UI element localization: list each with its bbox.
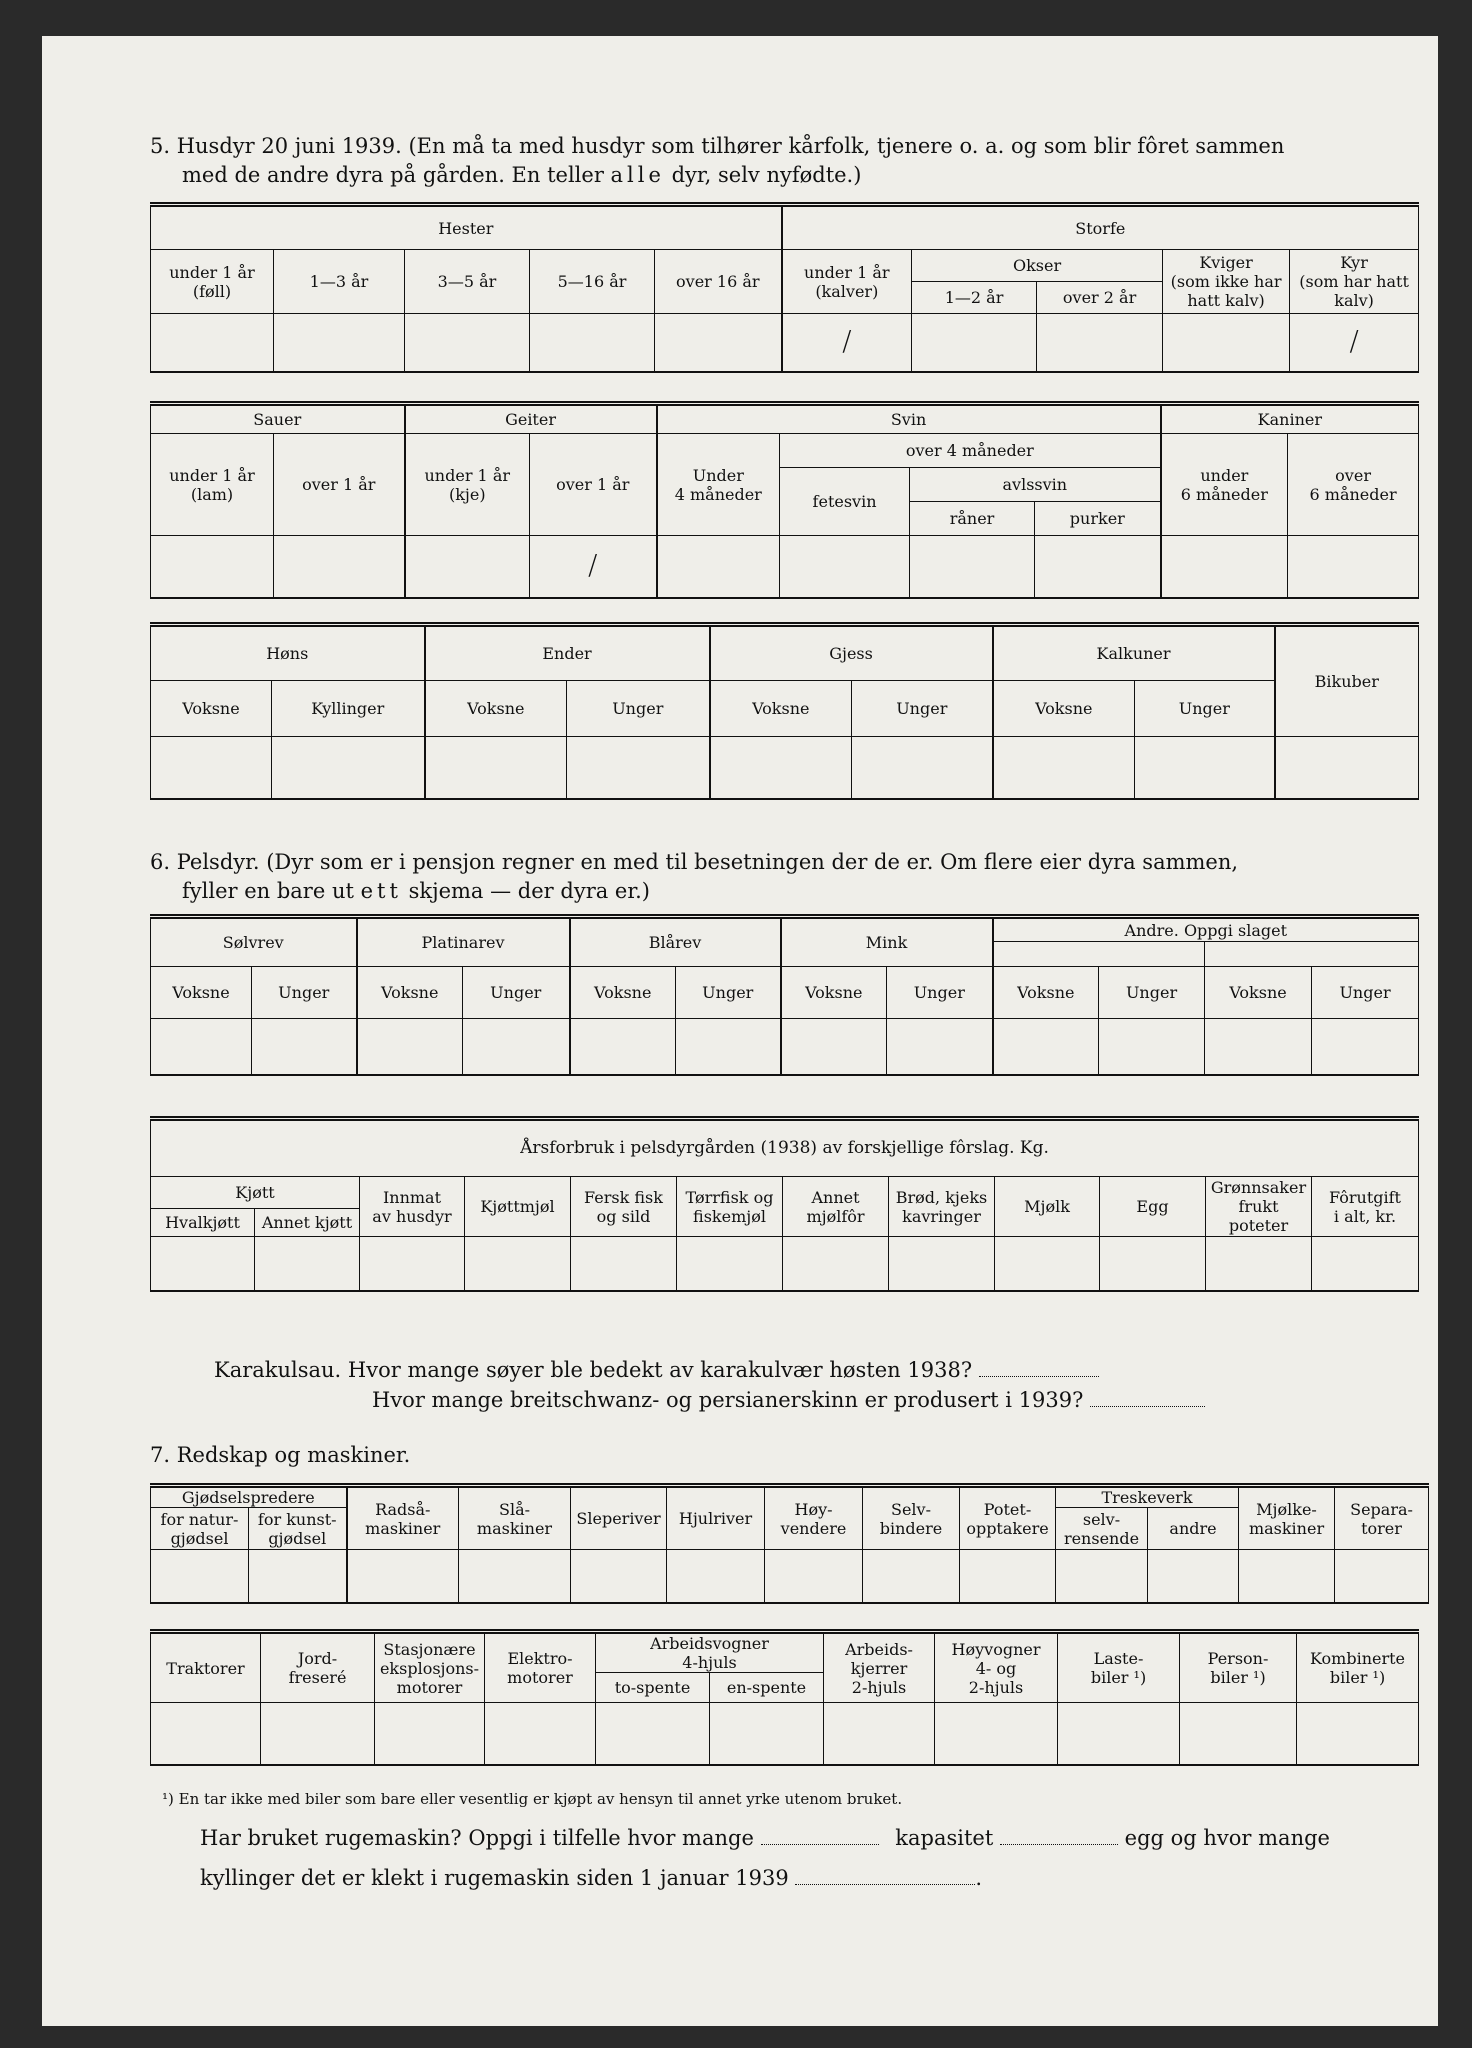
section-5-line2: med de andre dyra på gården. En teller alle dyr, selv nyfødte.) xyxy=(182,163,862,187)
title-arsforbruk: Årsforbruk i pelsdyrgården (1938) av forskjellige fôrslag. Kg. xyxy=(151,1119,1419,1177)
col-separatorer: Separa- torer xyxy=(1335,1486,1429,1550)
cell-blank[interactable] xyxy=(1161,536,1288,598)
header-gjodselspredere: Gjødselspredere xyxy=(151,1486,347,1508)
rugemaskin-kapasitet[interactable] xyxy=(1000,1826,1118,1845)
col-to-spente: to-spente xyxy=(596,1673,710,1703)
cell-blank[interactable] xyxy=(677,1237,783,1291)
cell-blank[interactable] xyxy=(1058,1703,1180,1765)
rugemaskin-line2: kyllinger det er klekt i rugemaskin siden 1 januar 1939 . xyxy=(200,1866,983,1890)
cell-blank[interactable] xyxy=(360,1237,465,1291)
col-ender-voksne: Voksne xyxy=(425,681,567,737)
header-okser: Okser xyxy=(912,250,1163,282)
cell-blank[interactable] xyxy=(1312,1019,1419,1075)
cell-kalver-value[interactable] xyxy=(782,314,912,372)
karakul-q1-answer[interactable] xyxy=(979,1358,1099,1377)
col-fetesvin: fetesvin xyxy=(780,468,910,536)
header-kalkuner: Kalkuner xyxy=(993,625,1275,681)
cell-blank[interactable] xyxy=(667,1550,765,1604)
cell-blank[interactable] xyxy=(1148,1550,1239,1604)
col-kunstgjodsel: for kunst- gjødsel xyxy=(249,1508,347,1550)
col-innmat: Innmat av husdyr xyxy=(360,1177,465,1237)
rugemaskin-antall[interactable] xyxy=(761,1826,879,1845)
col-forutgift: Fôrutgift i alt, kr. xyxy=(1312,1177,1419,1237)
cell-kyr-value[interactable] xyxy=(1290,314,1419,372)
header-svin-over-4: over 4 måneder xyxy=(780,434,1161,468)
check-mark: / xyxy=(842,323,852,357)
header-avlssvin: avlssvin xyxy=(910,468,1161,502)
cell-blank[interactable] xyxy=(935,1703,1058,1765)
cell-geiter-over-1-value[interactable] xyxy=(530,536,657,598)
col-kombinerte-biler: Kombinerte biler ¹) xyxy=(1297,1632,1419,1703)
cell-blank[interactable] xyxy=(863,1550,960,1604)
col-geiter-over-1: over 1 år xyxy=(530,434,657,536)
header-andre: Andre. Oppgi slaget xyxy=(993,917,1419,942)
col-kalkuner-unger: Unger xyxy=(1135,681,1275,737)
cell-blank[interactable] xyxy=(1275,737,1419,799)
col-elektromotorer: Elektro- motorer xyxy=(485,1632,596,1703)
section-5-heading xyxy=(150,132,1418,190)
cell-blank[interactable] xyxy=(657,536,780,598)
cell-blank[interactable] xyxy=(274,314,405,372)
header-hons: Høns xyxy=(151,625,425,681)
table-hester-storfe xyxy=(150,202,1419,373)
col-kyr: Kyr (som har hatt kalv) xyxy=(1290,250,1419,314)
cell-blank[interactable] xyxy=(824,1703,935,1765)
col-mjolkemaskiner: Mjølke- maskiner xyxy=(1239,1486,1335,1550)
cell-blank[interactable] xyxy=(1180,1703,1297,1765)
col-voksne: Voksne xyxy=(570,967,676,1019)
header-ender: Ender xyxy=(425,625,710,681)
cell-blank[interactable] xyxy=(889,1237,995,1291)
col-arbeidskjerrer: Arbeids- kjerrer 2-hjuls xyxy=(824,1632,935,1703)
karakul-q2: Hvor mange breitschwanz- og persianerskinn er produsert i 1939? xyxy=(372,1386,1472,1415)
header-solvrev: Sølvrev xyxy=(151,917,357,967)
cell-blank[interactable] xyxy=(780,536,910,598)
cell-blank[interactable] xyxy=(912,314,1037,372)
cell-blank[interactable] xyxy=(710,737,852,799)
col-kviger: Kviger (som ikke har hatt kalv) xyxy=(1163,250,1290,314)
cell-blank[interactable] xyxy=(252,1019,357,1075)
col-lastebiler: Laste- biler ¹) xyxy=(1058,1632,1180,1703)
cell-blank[interactable] xyxy=(151,1237,255,1291)
cell-blank[interactable] xyxy=(463,1019,570,1075)
cell-blank[interactable] xyxy=(993,737,1135,799)
col-voksne: Voksne xyxy=(151,967,252,1019)
col-jordfresere: Jord- freseré xyxy=(261,1632,375,1703)
col-kalver: under 1 år (kalver) xyxy=(782,250,912,314)
header-mink: Mink xyxy=(781,917,993,967)
col-kjottmjol: Kjøttmjøl xyxy=(465,1177,571,1237)
col-sauer-over-1: over 1 år xyxy=(274,434,405,536)
cell-blank[interactable] xyxy=(1297,1703,1419,1765)
col-hoyvendere: Høy- vendere xyxy=(765,1486,863,1550)
cell-blank[interactable] xyxy=(151,1703,261,1765)
col-gjess-unger: Unger xyxy=(852,681,993,737)
cell-blank[interactable] xyxy=(151,1019,252,1075)
header-hester: Hester xyxy=(151,205,782,250)
col-kaniner-over-6: over 6 måneder xyxy=(1288,434,1419,536)
col-traktorer: Traktorer xyxy=(151,1632,261,1703)
karakul-q2-answer[interactable] xyxy=(1090,1388,1205,1407)
section-7-heading: 7. Redskap og maskiner. xyxy=(150,1443,411,1467)
col-sleperiver: Sleperiver xyxy=(571,1486,667,1550)
col-hester-5-16: 5—16 år xyxy=(530,250,655,314)
col-personbiler: Person- biler ¹) xyxy=(1180,1632,1297,1703)
col-slamaskiner: Slå- maskiner xyxy=(459,1486,571,1550)
col-voksne: Voksne xyxy=(357,967,463,1019)
header-platinarev: Platinarev xyxy=(357,917,570,967)
cell-blank[interactable] xyxy=(710,1703,824,1765)
cell-blank[interactable] xyxy=(272,737,425,799)
cell-blank[interactable] xyxy=(375,1703,485,1765)
cell-blank[interactable] xyxy=(255,1237,360,1291)
cell-blank[interactable] xyxy=(465,1237,571,1291)
cell-blank[interactable] xyxy=(151,1550,249,1604)
cell-blank[interactable] xyxy=(485,1703,596,1765)
cell-blank[interactable] xyxy=(1099,1019,1205,1075)
col-ender-unger: Unger xyxy=(567,681,710,737)
col-gronnsaker: Grønnsaker frukt poteter xyxy=(1206,1177,1312,1237)
rugemaskin-line1: Har bruket rugemaskin? Oppgi i tilfelle hvor mange kapasitet egg og hvor mange xyxy=(200,1826,1330,1850)
col-unger: Unger xyxy=(1312,967,1419,1019)
col-kalkuner-voksne: Voksne xyxy=(993,681,1135,737)
cell-blank[interactable] xyxy=(995,1237,1100,1291)
cell-blank[interactable] xyxy=(261,1703,375,1765)
col-brod: Brød, kjeks kavringer xyxy=(889,1177,995,1237)
cell-blank[interactable] xyxy=(1037,314,1163,372)
footnote: ¹) En tar ikke med biler som bare eller vesentlig er kjøpt av hensyn til annet yrke utenom bruket. xyxy=(162,1790,903,1808)
col-potetopptakere: Potet- opptakere xyxy=(960,1486,1056,1550)
karakul-q1: Karakulsau. Hvor mange søyer ble bedekt av karakulvær høsten 1938? xyxy=(214,1356,1472,1385)
col-okser-over-2: over 2 år xyxy=(1037,282,1163,314)
cell-blank[interactable] xyxy=(570,1019,676,1075)
col-hjulriver: Hjulriver xyxy=(667,1486,765,1550)
cell-blank[interactable] xyxy=(1056,1550,1148,1604)
cell-blank[interactable] xyxy=(347,1550,459,1604)
cell-blank[interactable] xyxy=(1206,1237,1312,1291)
col-hoyvogner: Høyvogner 4- og 2-hjuls xyxy=(935,1632,1058,1703)
cell-blank[interactable] xyxy=(676,1019,781,1075)
col-torrfisk: Tørrfisk og fiskemjøl xyxy=(677,1177,783,1237)
col-gjess-voksne: Voksne xyxy=(710,681,852,737)
cell-blank[interactable] xyxy=(1035,536,1161,598)
cell-blank[interactable] xyxy=(765,1550,863,1604)
cell-andre-slag-2[interactable] xyxy=(1205,942,1419,967)
col-unger: Unger xyxy=(463,967,570,1019)
cell-blank[interactable] xyxy=(530,314,655,372)
col-hester-under-1: under 1 år (føll) xyxy=(151,250,274,314)
cell-blank[interactable] xyxy=(783,1237,889,1291)
rugemaskin-kyllinger[interactable] xyxy=(795,1866,975,1885)
cell-blank[interactable] xyxy=(596,1703,710,1765)
col-voksne: Voksne xyxy=(993,967,1099,1019)
col-hons-voksne: Voksne xyxy=(151,681,272,737)
header-bikuber: Bikuber xyxy=(1275,625,1419,737)
col-raner: råner xyxy=(910,502,1035,536)
table-fjorfe xyxy=(150,622,1419,800)
header-kaniner: Kaniner xyxy=(1161,404,1419,434)
col-annet-mjolfor: Annet mjølfôr xyxy=(783,1177,889,1237)
col-unger: Unger xyxy=(1099,967,1205,1019)
cell-blank[interactable] xyxy=(405,536,530,598)
cell-blank[interactable] xyxy=(1239,1550,1335,1604)
col-hester-over-16: over 16 år xyxy=(655,250,782,314)
col-selvrensende: selv- rensende xyxy=(1056,1508,1148,1550)
col-mjolk: Mjølk xyxy=(995,1177,1100,1237)
cell-blank[interactable] xyxy=(655,314,782,372)
cell-blank[interactable] xyxy=(1205,1019,1312,1075)
col-okser-1-2: 1—2 år xyxy=(912,282,1037,314)
table-redskap xyxy=(150,1483,1429,1604)
header-gjess: Gjess xyxy=(710,625,993,681)
col-unger: Unger xyxy=(887,967,993,1019)
col-en-spente: en-spente xyxy=(710,1673,824,1703)
cell-blank[interactable] xyxy=(910,536,1035,598)
header-treskeverk: Treskeverk xyxy=(1056,1486,1239,1508)
col-stasjonaere-motorer: Stasjonære eksplosjons- motorer xyxy=(375,1632,485,1703)
cell-blank[interactable] xyxy=(1335,1550,1429,1604)
form-page xyxy=(42,36,1438,2026)
header-kjott: Kjøtt xyxy=(151,1177,360,1209)
col-unger: Unger xyxy=(252,967,357,1019)
cell-blank[interactable] xyxy=(571,1237,677,1291)
header-storfe: Storfe xyxy=(782,205,1419,250)
cell-blank[interactable] xyxy=(781,1019,887,1075)
col-lam: under 1 år (lam) xyxy=(151,434,274,536)
cell-blank[interactable] xyxy=(151,536,274,598)
cell-blank[interactable] xyxy=(1163,314,1290,372)
cell-blank[interactable] xyxy=(459,1550,571,1604)
col-kje: under 1 år (kje) xyxy=(405,434,530,536)
table-pelsdyr xyxy=(150,914,1419,1076)
cell-blank[interactable] xyxy=(1312,1237,1419,1291)
header-blarev: Blårev xyxy=(570,917,781,967)
cell-blank[interactable] xyxy=(405,314,530,372)
table-arsforbruk xyxy=(150,1116,1419,1292)
cell-blank[interactable] xyxy=(571,1550,667,1604)
section-6-line1: 6. Pelsdyr. (Dyr som er i pensjon regner en med til besetningen der de er. Om flere eier dyra sammen, xyxy=(150,850,1239,874)
cell-blank[interactable] xyxy=(249,1550,347,1604)
col-annet-kjott: Annet kjøtt xyxy=(255,1209,360,1237)
col-radsamaskiner: Radså- maskiner xyxy=(347,1486,459,1550)
section-6-heading xyxy=(150,848,1418,906)
section-5-line1: 5. Husdyr 20 juni 1939. (En må ta med husdyr som tilhører kårfolk, tjenere o. a. og som blir fôret sammen xyxy=(150,134,1285,158)
header-sauer: Sauer xyxy=(151,404,405,434)
check-mark: / xyxy=(1349,323,1359,357)
col-purker: purker xyxy=(1035,502,1161,536)
check-mark: / xyxy=(588,547,598,581)
cell-blank[interactable] xyxy=(425,737,567,799)
col-selvbindere: Selv- bindere xyxy=(863,1486,960,1550)
table-smadyr xyxy=(150,401,1419,599)
header-arbeidsvogner: Arbeidsvogner 4-hjuls xyxy=(596,1632,824,1673)
header-geiter: Geiter xyxy=(405,404,657,434)
cell-blank[interactable] xyxy=(567,737,710,799)
col-hester-3-5: 3—5 år xyxy=(405,250,530,314)
col-voksne: Voksne xyxy=(781,967,887,1019)
cell-blank[interactable] xyxy=(151,737,272,799)
section-6-line2: fyller en bare ut ett skjema — der dyra er.) xyxy=(182,879,650,903)
cell-blank[interactable] xyxy=(887,1019,993,1075)
cell-blank[interactable] xyxy=(993,1019,1099,1075)
cell-blank[interactable] xyxy=(357,1019,463,1075)
col-hons-kyllinger: Kyllinger xyxy=(272,681,425,737)
col-naturgjodsel: for natur- gjødsel xyxy=(151,1508,249,1550)
table-kjoretoy xyxy=(150,1629,1419,1766)
cell-blank[interactable] xyxy=(960,1550,1056,1604)
cell-blank[interactable] xyxy=(1288,536,1419,598)
col-hester-1-3: 1—3 år xyxy=(274,250,405,314)
cell-blank[interactable] xyxy=(274,536,405,598)
cell-blank[interactable] xyxy=(1100,1237,1206,1291)
cell-blank[interactable] xyxy=(852,737,993,799)
col-hvalkjott: Hvalkjøtt xyxy=(151,1209,255,1237)
col-egg: Egg xyxy=(1100,1177,1206,1237)
col-kaniner-under-6: under 6 måneder xyxy=(1161,434,1288,536)
cell-blank[interactable] xyxy=(151,314,274,372)
header-svin: Svin xyxy=(657,404,1161,434)
col-svin-under-4: Under 4 måneder xyxy=(657,434,780,536)
col-unger: Unger xyxy=(676,967,781,1019)
col-voksne: Voksne xyxy=(1205,967,1312,1019)
cell-andre-slag-1[interactable] xyxy=(993,942,1205,967)
col-fersk-fisk: Fersk fisk og sild xyxy=(571,1177,677,1237)
cell-blank[interactable] xyxy=(1135,737,1275,799)
col-andre: andre xyxy=(1148,1508,1239,1550)
